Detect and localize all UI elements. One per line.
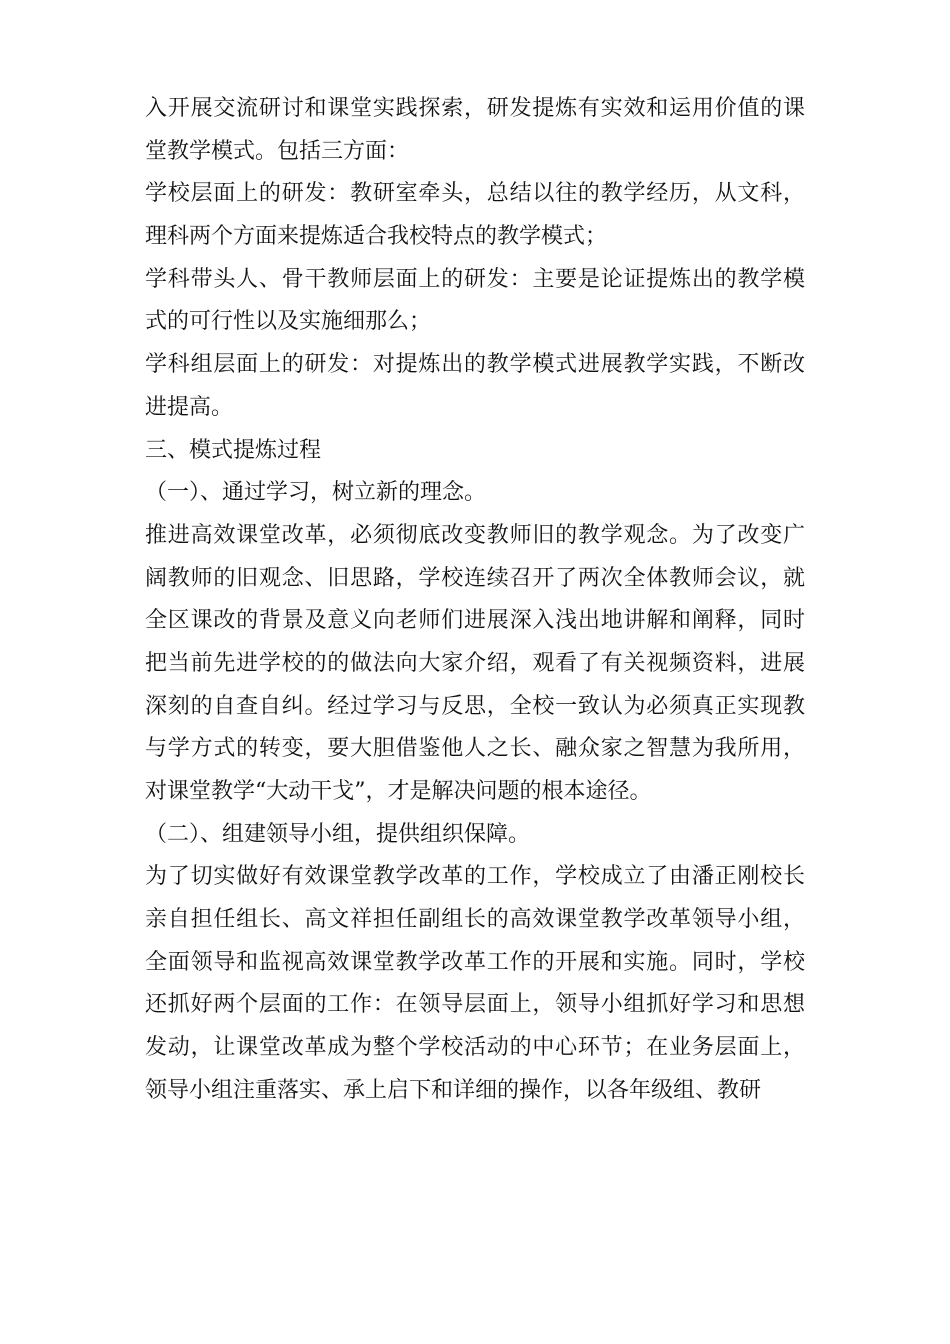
text-line: 与学方式的转变，要大胆借鉴他人之长、融众家之智慧为我所用，	[145, 736, 805, 762]
text-line: 为了切实做好有效课堂教学改革的工作，学校成立了由潘正刚校长	[145, 864, 805, 890]
text-line: 领导小组注重落实、承上启下和详细的操作，以各年级组、教研	[145, 1077, 762, 1103]
text-line: 还抓好两个层面的工作：在领导层面上，领导小组抓好学习和思想	[145, 992, 805, 1018]
text-line: 三、模式提炼过程	[145, 437, 322, 463]
text-line: （一）、通过学习，树立新的理念。	[145, 480, 487, 506]
text-line: 学科带头人、骨干教师层面上的研发：主要是论证提炼出的教学模	[145, 266, 805, 292]
text-line: 全区课改的背景及意义向老师们进展深入浅出地讲解和阐释，同时	[145, 608, 805, 634]
text-line: （二）、组建领导小组，提供组织保障。	[145, 821, 531, 847]
text-line: 全面领导和监视高效课堂教学改革工作的开展和实施。同时，学校	[145, 949, 805, 975]
text-line: 理科两个方面来提炼适合我校特点的教学模式；	[145, 224, 608, 250]
text-line: 入开展交流研讨和课堂实践探索，研发提炼有实效和运用价值的课	[145, 96, 805, 121]
text-line: 深刻的自查自纠。经过学习与反思，全校一致认为必须真正实现教	[145, 693, 805, 719]
document-body	[145, 88, 805, 1113]
text-line: 进提高。	[145, 394, 234, 420]
text-line: 式的可行性以及实施细那么；	[145, 309, 432, 335]
text-line: 堂教学模式。包括三方面：	[145, 138, 410, 164]
text-line: 学校层面上的研发：教研室牵头，总结以往的教学经历，从文科，	[145, 181, 805, 207]
text-line: 亲自担任组长、高文祥担任副组长的高效课堂教学改革领导小组，	[145, 907, 805, 933]
text-line: 把当前先进学校的的做法向大家介绍，观看了有关视频资料，进展	[145, 650, 805, 676]
text-line: 发动，让课堂改革成为整个学校活动的中心环节；在业务层面上，	[145, 1035, 805, 1061]
text-line: 推进高效课堂改革，必须彻底改变教师旧的教学观念。为了改变广	[145, 522, 805, 548]
text-line: 阔教师的旧观念、旧思路，学校连续召开了两次全体教师会议，就	[145, 565, 805, 591]
text-line: 学科组层面上的研发：对提炼出的教学模式进展教学实践，不断改	[145, 352, 805, 378]
text-line: 对课堂教学“大动干戈”，才是解决问题的根本途径。	[145, 779, 652, 804]
